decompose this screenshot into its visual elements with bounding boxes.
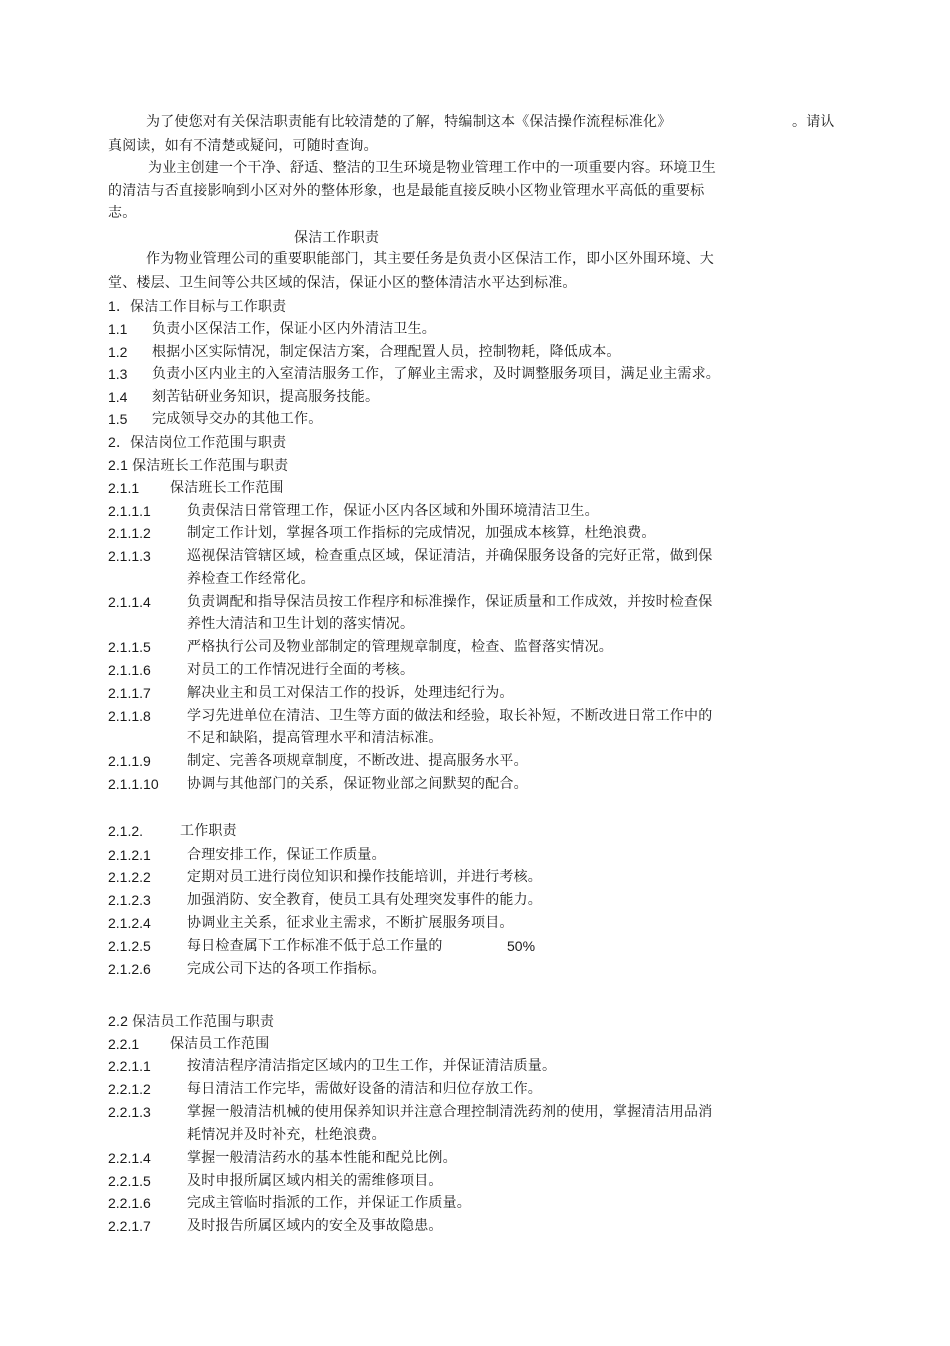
section-2-title: 2．保洁岗位工作范围与职责 (108, 434, 287, 450)
item-text: 负责小区保洁工作，保证小区内外清洁卫生。 (152, 321, 436, 337)
subsection-2-2-title: 2.2 保洁员工作范围与职责 (108, 1013, 275, 1029)
item-text: 负责调配和指导保洁员按工作程序和标准操作，保证质量和工作成效，并按时检查保 (187, 594, 713, 610)
subsection-2-2-1-title: 保洁员工作范围 (170, 1036, 270, 1052)
item-text: 严格执行公司及物业部制定的管理规章制度，检查、监督落实情况。 (187, 639, 613, 655)
item-number: 2.1.1.10 (108, 776, 159, 792)
item-number: 2.1.2.4 (108, 915, 151, 931)
item-text: 根据小区实际情况，制定保洁方案，合理配置人员，控制物耗，降低成本。 (152, 344, 621, 360)
intro-paragraph-1-tail: 。请认 (792, 114, 835, 130)
item-text: 制定工作计划，掌握各项工作指标的完成情况，加强成本核算，杜绝浪费。 (187, 525, 656, 541)
item-text: 协调业主关系，征求业主需求，不断扩展服务项目。 (187, 915, 514, 931)
item-number: 2.2.1.7 (108, 1218, 151, 1234)
item-text: 掌握一般清洁药水的基本性能和配兑比例。 (187, 1150, 457, 1166)
item-number: 1.1 (108, 321, 128, 337)
item-number: 2.1.1.5 (108, 639, 151, 655)
item-number: 2.2.1.1 (108, 1058, 151, 1074)
item-text-continued: 养检查工作经常化。 (187, 571, 315, 587)
item-text: 解决业主和员工对保洁工作的投诉，处理违纪行为。 (187, 685, 514, 701)
item-text: 完成公司下达的各项工作指标。 (187, 961, 386, 977)
intro-paragraph-2-line-3: 志。 (108, 205, 137, 221)
item-number: 2.1.2.1 (108, 847, 151, 863)
item-number: 2.1.2.6 (108, 961, 151, 977)
item-text: 完成领导交办的其他工作。 (152, 411, 323, 427)
item-text: 掌握一般清洁机械的使用保养知识并注意合理控制清洗药剂的使用，掌握清洁用品消 (187, 1104, 713, 1120)
item-text: 巡视保洁管辖区域，检查重点区域，保证清洁，并确保服务设备的完好正常，做到保 (187, 548, 713, 564)
item-number: 2.1.2.2 (108, 869, 151, 885)
item-number: 2.1.1.9 (108, 753, 151, 769)
item-number: 2.1.1.6 (108, 662, 151, 678)
item-number: 2.2.1.2 (108, 1081, 151, 1097)
item-number: 1.3 (108, 366, 128, 382)
intro-paragraph-1-line-1: 为了使您对有关保洁职责能有比较清楚的了解，特编制这本《保洁操作流程标准化》 (146, 114, 672, 130)
item-number: 1.5 (108, 411, 128, 427)
duty-intro-line-1: 作为物业管理公司的重要职能部门，其主要任务是负责小区保洁工作，即小区外围环境、大 (146, 251, 714, 267)
item-number: 1.4 (108, 389, 128, 405)
item-number: 2.1.2.5 (108, 938, 151, 954)
item-number: 2.2.1.6 (108, 1195, 151, 1211)
item-number: 2.1.1.2 (108, 525, 151, 541)
subsection-2-1-title: 2.1 保洁班长工作范围与职责 (108, 457, 289, 473)
item-number: 2.2.1.5 (108, 1173, 151, 1189)
subsection-2-1-2-number: 2.1.2. (108, 823, 144, 839)
duty-intro-line-2: 堂、楼层、卫生间等公共区域的保洁，保证小区的整体清洁水平达到标准。 (108, 275, 577, 291)
item-number: 2.1.2.3 (108, 892, 151, 908)
item-text: 加强消防、安全教育，使员工具有处理突发事件的能力。 (187, 892, 542, 908)
intro-paragraph-2-line-2: 的清洁与否直接影响到小区对外的整体形象，也是最能直接反映小区物业管理水平高低的重要标 (108, 183, 705, 199)
item-text: 每日清洁工作完毕，需做好设备的清洁和归位存放工作。 (187, 1081, 542, 1097)
item-text: 对员工的工作情况进行全面的考核。 (187, 662, 415, 678)
item-text: 完成主管临时指派的工作，并保证工作质量。 (187, 1195, 471, 1211)
item-text: 协调与其他部门的关系，保证物业部之间默契的配合。 (187, 776, 528, 792)
item-text: 刻苦钻研业务知识，提高服务技能。 (152, 389, 380, 405)
item-number: 2.1.1.4 (108, 594, 151, 610)
subsection-2-1-1-number: 2.1.1 (108, 480, 140, 496)
item-text-continued: 养性大清洁和卫生计划的落实情况。 (187, 616, 415, 632)
item-text-continued: 耗情况并及时补充，杜绝浪费。 (187, 1127, 386, 1143)
item-number: 1.2 (108, 344, 128, 360)
item-text: 学习先进单位在清洁、卫生等方面的做法和经验，取长补短，不断改进日常工作中的 (187, 708, 713, 724)
section-heading: 保洁工作职责 (294, 230, 380, 246)
subsection-2-2-1-number: 2.2.1 (108, 1036, 140, 1052)
item-text: 定期对员工进行岗位知识和操作技能培训，并进行考核。 (187, 869, 542, 885)
item-number: 2.1.1.8 (108, 708, 151, 724)
item-number: 2.1.1.1 (108, 503, 151, 519)
subsection-2-1-2-title: 工作职责 (180, 823, 237, 839)
intro-paragraph-2-line-1: 为业主创建一个干净、舒适、整洁的卫生环境是物业管理工作中的一项重要内容。环境卫生 (148, 160, 716, 176)
item-text: 负责保洁日常管理工作，保证小区内各区域和外围环境清洁卫生。 (187, 503, 599, 519)
item-text: 按清洁程序清洁指定区域内的卫生工作，并保证清洁质量。 (187, 1058, 557, 1074)
section-1-title: 1．保洁工作目标与工作职责 (108, 298, 287, 314)
item-number: 2.2.1.4 (108, 1150, 151, 1166)
item-percentage: 50% (507, 938, 536, 954)
item-number: 2.1.1.3 (108, 548, 151, 564)
item-text: 及时申报所属区域内相关的需维修项目。 (187, 1173, 443, 1189)
intro-paragraph-1-line-2: 真阅读，如有不清楚或疑问，可随时查询。 (108, 138, 378, 154)
item-text: 负责小区内业主的入室清洁服务工作，了解业主需求，及时调整服务项目，满足业主需求。 (152, 366, 720, 382)
item-text: 制定、完善各项规章制度，不断改进、提高服务水平。 (187, 753, 528, 769)
item-text: 及时报告所属区域内的安全及事故隐患。 (187, 1218, 443, 1234)
subsection-2-1-1-title: 保洁班长工作范围 (170, 480, 284, 496)
item-text-continued: 不足和缺陷，提高管理水平和清洁标准。 (187, 730, 443, 746)
item-number: 2.2.1.3 (108, 1104, 151, 1120)
item-text: 每日检查属下工作标准不低于总工作量的 (187, 938, 443, 954)
item-text: 合理安排工作，保证工作质量。 (187, 847, 386, 863)
item-number: 2.1.1.7 (108, 685, 151, 701)
